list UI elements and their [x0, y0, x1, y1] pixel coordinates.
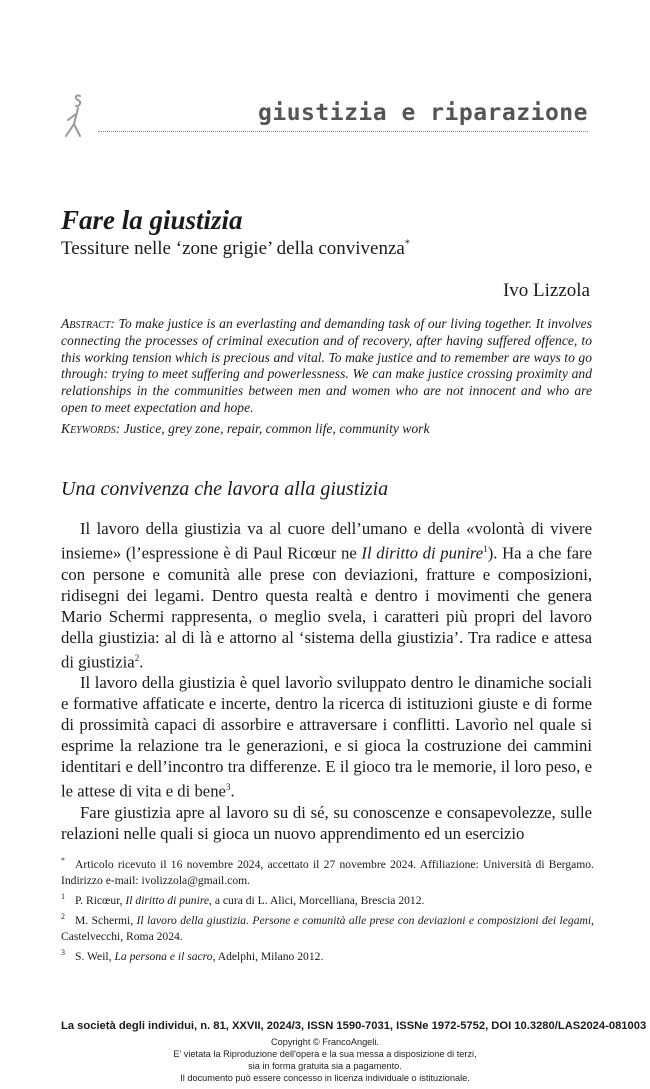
- footnote-3: $^3$ S. Weil, La persona e il sacro, Adelphi, Milano 2012.: [61, 947, 324, 963]
- paragraph-3: Fare giustizia apre al lavoro su di sé, su conoscenze e consapevolezze, sulle relazioni nelle quali si gioca un nuovo apprendimento ed un esercizio: [61, 802, 592, 843]
- article-title: Fare la giustizia: [61, 205, 243, 235]
- footnote-2: $^2$ M. Schermi, Il lavoro della giustizia. Persone e comunità alle prese con deviazioni e composizioni dei legami, Castelvecchi, Roma 2024.: [61, 911, 594, 943]
- footnote-ref-1[interactable]: 1: [483, 544, 488, 554]
- footnote-ref-3[interactable]: 3: [225, 782, 231, 793]
- copyright-line-2: E' vietata la Riproduzione dell'opera e la sua messa a disposizione di terzi,: [173, 1049, 477, 1059]
- abstract-text: To make justice is an everlasting and demanding task of our living together. It involves connecting the processes of criminal execution and of recovery, after having suffered offence, to this working tension which is precious and vital. To make justice and to remember are ways to go through: trying to meet suffering and powerlessness. We can make justice crossing proximity and relationships in the communities between men and women who are not innocent and who are open to meet expectation and hope.: [61, 316, 592, 415]
- footnote-star: * Articolo ricevuto il 16 novembre 2024, accettato il 27 novembre 2024. Affiliazione: Università di Bergamo. Indirizzo e-mail: ivolizzola@gmail.com.: [61, 856, 594, 887]
- footnote-ref-2[interactable]: 2: [134, 652, 140, 663]
- section-heading: Una convivenza che lavora alla giustizia: [61, 478, 389, 500]
- keywords-text: Justice, grey zone, repair, common life, community work: [123, 421, 430, 436]
- abstract: [61, 316, 592, 417]
- header-dotted-rule: [98, 131, 588, 132]
- abstract-label: Abstract:: [61, 316, 115, 331]
- copyright-line-1: Copyright © FrancoAngeli.: [271, 1037, 379, 1047]
- subtitle-footnote-mark[interactable]: *: [404, 238, 410, 250]
- cited-title: Il diritto di punire: [361, 543, 484, 563]
- footnote-1: $^1$ P. Ricœur, Il diritto di punire, a cura di L. Alici, Morcelliana, Brescia 2012.: [61, 891, 425, 907]
- copyright-notice: [0, 1036, 650, 1084]
- author-name: Ivo Lizzola: [502, 280, 590, 301]
- keywords: [61, 420, 592, 437]
- footnotes: [61, 853, 594, 964]
- paragraph-2: Il lavoro della giustizia è quel lavorìo sviluppato dentro le dinamiche sociali e formative affaticate e incerte, dentro la ricerca di istituzioni giuste e di forme di prossimità capaci di assorbire e attraversare i conflitti. Lavorìo nel quale si esprime la relazione tra le generazioni, e si gioca la costruzione dei cammini identitari e dell’incontro tra differenze. E il gioco tra le memorie, il loro peso, e le attese di vita e di bene$^3$.: [61, 673, 592, 801]
- body-text: [61, 518, 592, 844]
- journal-logo-figure-icon: [58, 90, 98, 140]
- journal-citation: La società degli individui, n. 81, XXVII, 2024/3, ISSN 1590-7031, ISSNe 1972-5752, DOI 10.3280/LAS2024-081003: [61, 1020, 647, 1032]
- copyright-line-3: sia in forma gratuita sia a pagamento.: [248, 1061, 402, 1071]
- journal-section-title: giustizia e riparazione: [258, 100, 588, 126]
- article-subtitle: Tessiture nelle ‘zone grigie’ della convivenza*: [61, 238, 410, 259]
- paragraph-1: Il lavoro della giustizia va al cuore dell’umano e della «volontà di vivere insieme» (l’espressione è di Paul Ricœur ne Il diritto di punire$^1$). Ha a che fare con persone e comunità alle prese con deviazioni, fratture e composizioni, ridisegni dei legami. Dentro questa realtà e dentro i movimenti che genera Mario Schermi rappresenta, o meglio svela, i caratteri più propri del lavoro della giustizia: al di là e attorno al ‘sistema della giustizia’. Tra radice e attesa di giustizia$^2$.: [61, 519, 592, 672]
- copyright-line-4: Il documento può essere concesso in licenza individuale o istituzionale.: [180, 1073, 470, 1083]
- keywords-label: Keywords:: [61, 421, 121, 436]
